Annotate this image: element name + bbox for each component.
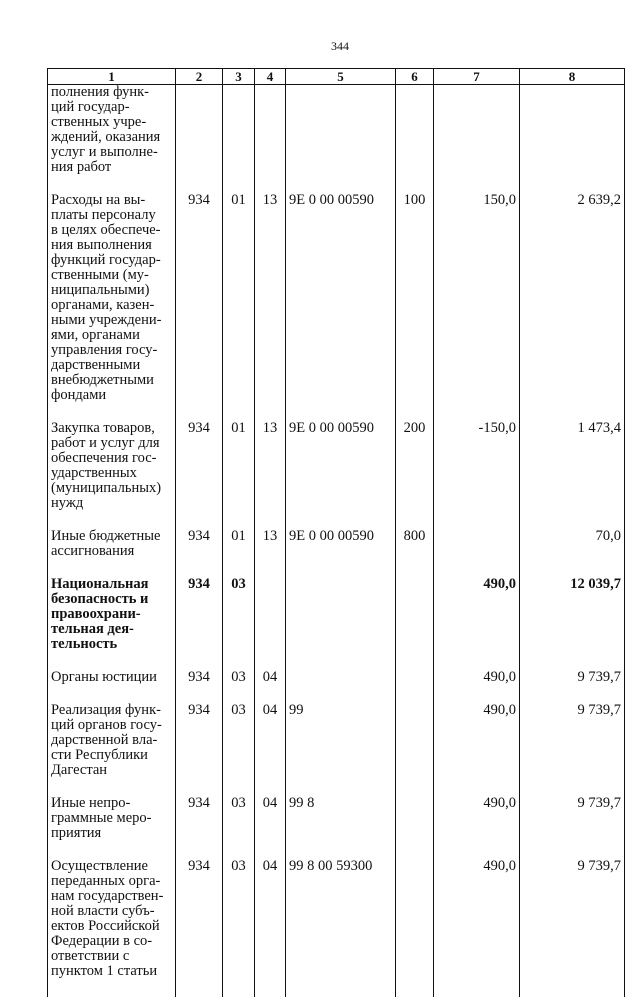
cell-change-amount bbox=[434, 85, 520, 194]
cell-change-amount: 490,0 bbox=[434, 859, 520, 997]
cell-ministry-code: 934 bbox=[176, 421, 223, 529]
cell-total-amount: 9 739,7 bbox=[520, 796, 625, 859]
cell-total-amount: 9 739,7 bbox=[520, 859, 625, 997]
header-col-7: 7 bbox=[434, 69, 520, 85]
table-row bbox=[48, 85, 625, 194]
row-description: Закупка товаров, работ и услуг для обеспечения гос- ударственных (муниципальных) нужд bbox=[48, 421, 176, 529]
cell-section: 03 bbox=[223, 577, 255, 670]
header-col-2: 2 bbox=[176, 69, 223, 85]
cell-ministry-code bbox=[176, 85, 223, 194]
header-col-4: 4 bbox=[255, 69, 286, 85]
cell-expense-type bbox=[396, 703, 434, 796]
cell-ministry-code: 934 bbox=[176, 577, 223, 670]
cell-total-amount: 9 739,7 bbox=[520, 703, 625, 796]
header-col-5: 5 bbox=[286, 69, 396, 85]
table-row bbox=[48, 859, 625, 997]
cell-subsection: 13 bbox=[255, 529, 286, 577]
cell-expense-type: 200 bbox=[396, 421, 434, 529]
cell-subsection: 04 bbox=[255, 796, 286, 859]
table-row bbox=[48, 193, 625, 421]
row-description: Расходы на вы- платы персоналу в целях обеспече- ния выполнения функций государ- ственными (му- ниципальными) органами, казен- ными учреждени- ями, органами управления госу- дарственными внебюджетными фондами bbox=[48, 193, 176, 421]
header-col-6: 6 bbox=[396, 69, 434, 85]
row-description: Реализация функ- ций органов госу- дарственной вла- сти Республики Дагестан bbox=[48, 703, 176, 796]
cell-section: 01 bbox=[223, 529, 255, 577]
cell-target-article: 99 8 bbox=[286, 796, 396, 859]
cell-section: 03 bbox=[223, 703, 255, 796]
cell-target-article: 99 bbox=[286, 703, 396, 796]
cell-ministry-code: 934 bbox=[176, 859, 223, 997]
cell-change-amount: 150,0 bbox=[434, 193, 520, 421]
budget-table bbox=[47, 68, 625, 997]
cell-target-article bbox=[286, 577, 396, 670]
table-body bbox=[48, 85, 625, 997]
cell-subsection: 04 bbox=[255, 670, 286, 703]
table-header-row bbox=[48, 69, 625, 85]
cell-target-article: 9Е 0 00 00590 bbox=[286, 529, 396, 577]
cell-change-amount: 490,0 bbox=[434, 670, 520, 703]
cell-change-amount: 490,0 bbox=[434, 703, 520, 796]
row-description: Иные бюджетные ассигнования bbox=[48, 529, 176, 577]
cell-ministry-code: 934 bbox=[176, 193, 223, 421]
cell-change-amount: 490,0 bbox=[434, 796, 520, 859]
cell-total-amount: 1 473,4 bbox=[520, 421, 625, 529]
cell-expense-type bbox=[396, 577, 434, 670]
cell-change-amount: -150,0 bbox=[434, 421, 520, 529]
page-number: 344 bbox=[0, 39, 640, 54]
cell-expense-type bbox=[396, 85, 434, 194]
header-col-3: 3 bbox=[223, 69, 255, 85]
cell-section: 03 bbox=[223, 670, 255, 703]
cell-expense-type bbox=[396, 796, 434, 859]
row-description: полнения функ- ций государ- ственных учре- ждений, оказания услуг и выполне- ния работ bbox=[48, 85, 176, 194]
table-row bbox=[48, 796, 625, 859]
row-description: Национальная безопасность и правоохрани- тельная дея- тельность bbox=[48, 577, 176, 670]
cell-total-amount bbox=[520, 85, 625, 194]
cell-subsection: 04 bbox=[255, 859, 286, 997]
table-row bbox=[48, 421, 625, 529]
cell-section: 03 bbox=[223, 859, 255, 997]
cell-ministry-code: 934 bbox=[176, 703, 223, 796]
cell-ministry-code: 934 bbox=[176, 670, 223, 703]
cell-change-amount: 490,0 bbox=[434, 577, 520, 670]
cell-total-amount: 2 639,2 bbox=[520, 193, 625, 421]
cell-ministry-code: 934 bbox=[176, 796, 223, 859]
cell-section: 03 bbox=[223, 796, 255, 859]
table-row bbox=[48, 577, 625, 670]
cell-expense-type bbox=[396, 670, 434, 703]
cell-target-article: 99 8 00 59300 bbox=[286, 859, 396, 997]
cell-subsection bbox=[255, 577, 286, 670]
header-col-8: 8 bbox=[520, 69, 625, 85]
table-row bbox=[48, 703, 625, 796]
cell-subsection bbox=[255, 85, 286, 194]
cell-change-amount bbox=[434, 529, 520, 577]
table-row bbox=[48, 529, 625, 577]
cell-target-article: 9Е 0 00 00590 bbox=[286, 421, 396, 529]
cell-subsection: 13 bbox=[255, 193, 286, 421]
cell-subsection: 04 bbox=[255, 703, 286, 796]
cell-expense-type: 100 bbox=[396, 193, 434, 421]
row-description: Органы юстиции bbox=[48, 670, 176, 703]
cell-ministry-code: 934 bbox=[176, 529, 223, 577]
cell-section: 01 bbox=[223, 421, 255, 529]
row-description: Осуществление переданных орга- нам государствен- ной власти субъ- ектов Российской Федерации в со- ответствии с пунктом 1 статьи bbox=[48, 859, 176, 997]
cell-total-amount: 70,0 bbox=[520, 529, 625, 577]
cell-target-article: 9Е 0 00 00590 bbox=[286, 193, 396, 421]
cell-target-article bbox=[286, 85, 396, 194]
cell-total-amount: 12 039,7 bbox=[520, 577, 625, 670]
row-description: Иные непро- граммные меро- приятия bbox=[48, 796, 176, 859]
cell-target-article bbox=[286, 670, 396, 703]
table-row bbox=[48, 670, 625, 703]
cell-expense-type bbox=[396, 859, 434, 997]
cell-section bbox=[223, 85, 255, 194]
cell-subsection: 13 bbox=[255, 421, 286, 529]
header-col-1: 1 bbox=[48, 69, 176, 85]
cell-expense-type: 800 bbox=[396, 529, 434, 577]
cell-total-amount: 9 739,7 bbox=[520, 670, 625, 703]
cell-section: 01 bbox=[223, 193, 255, 421]
